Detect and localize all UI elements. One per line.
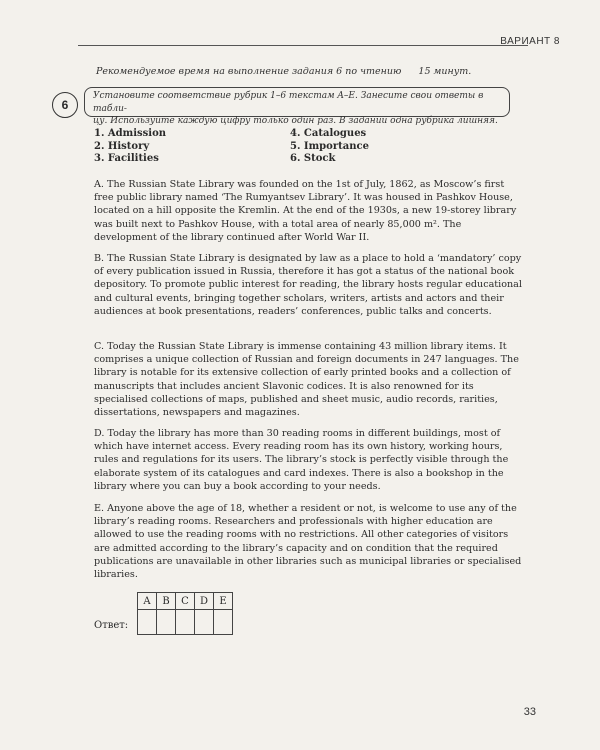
text-letter: D. [94, 428, 105, 439]
rubric-item: 5. Importance [290, 140, 369, 152]
page-number: 33 [523, 706, 536, 718]
text-letter: B. [94, 253, 105, 264]
rubric-column-left [94, 128, 294, 166]
answer-cell-c[interactable] [176, 610, 195, 635]
text-letter: A. [94, 179, 104, 190]
header-divider [78, 45, 528, 46]
recommended-time [96, 66, 471, 77]
recommended-time-text: Рекомендуемое время на выполнение задания 6 по чтению [96, 66, 402, 77]
text-body: The Russian State Library was founded on the 1st of July, 1862, as Moscow’s first free public library named ‘The Rumyantsev Library’. It was housed in Pashkov House, located on a hill opposite the Kremlin. At the end of the 1930s, a new 19-storey library was built next to Pashkov House, with a total area of nearly 85,000 m². The development of the library continued after World War II. [94, 179, 517, 243]
text-a [94, 178, 524, 244]
task-instruction [84, 87, 510, 126]
rubric-column-right [290, 128, 490, 166]
answer-cell-b[interactable] [157, 610, 176, 635]
text-body: Anyone above the age of 18, whether a resident or not, is welcome to use any of the library’s reading rooms. Researchers and professionals with higher education are allowed to use the reading rooms with no restrictions. All other categories of visitors are admitted according to the library’s capacity and on condition that the required publications are unavailable in other libraries such as municipal libraries or specialised libraries. [94, 503, 522, 581]
text-letter: E. [94, 503, 105, 514]
rubric-item: 3. Facilities [94, 153, 159, 164]
answer-column-header: D [195, 593, 214, 610]
answer-table [137, 592, 233, 635]
rubric-item: 1. Admission [94, 128, 167, 139]
answer-cell-a[interactable] [138, 610, 157, 635]
text-e [94, 502, 524, 581]
variant-label: ВАРИАНТ 8 [500, 36, 560, 47]
text-d [94, 427, 524, 493]
rubric-item: 4. Catalogues [290, 128, 367, 139]
answer-column-header: C [176, 593, 195, 610]
answer-cell-e[interactable] [214, 610, 233, 635]
text-body: The Russian State Library is designated by law as a place to hold a ‘mandatory’ copy of every publication issued in Russia, therefore it has got a status of the national book depository. To promote public interest for reading, the library hosts regular educational and cultural events, bringing together scholars, writers, artists and actors and their audiences at book presentations, readers’ conferences, public talks and concerts. [94, 253, 522, 317]
rubric-item: 6. Stock [290, 153, 336, 164]
instruction-line-1: Установите соответствие рубрик 1–6 текстам A–E. Занесите свои ответы в табли- [93, 91, 484, 114]
text-c [94, 340, 524, 419]
answer-column-header: B [157, 593, 176, 610]
answer-cell-d[interactable] [195, 610, 214, 635]
text-letter: C. [94, 341, 105, 352]
recommended-time-value: 15 минут. [418, 66, 472, 77]
text-body: Today the library has more than 30 reading rooms in different buildings, most of which have internet access. Every reading room has its own history, working hours, rules and regulations for its users. The library’s stock is perfectly visible through the elaborate system of its catalogues and card indexes. There is also a bookshop in the library where you can buy a book according to your needs. [94, 428, 509, 492]
answer-label: Ответ: [94, 620, 129, 631]
answer-column-header: E [214, 593, 233, 610]
instruction-line-2: цу. Используйте каждую цифру только один раз. В задании одна рубрика лишняя. [93, 116, 498, 126]
text-b [94, 252, 524, 318]
text-body: Today the Russian State Library is immense containing 43 million library items. It comprises a unique collection of Russian and foreign documents in 247 languages. The library is notable for its extensive collection of early printed books and a collection of manuscripts that includes ancient Slavonic codices. It is also renowned for its specialised collections of maps, published and sheet music, audio records, rarities, dissertations, newspapers and magazines. [94, 341, 519, 419]
answer-column-header: A [138, 593, 157, 610]
rubric-item: 2. History [94, 140, 150, 152]
task-number-badge: 6 [52, 92, 78, 118]
